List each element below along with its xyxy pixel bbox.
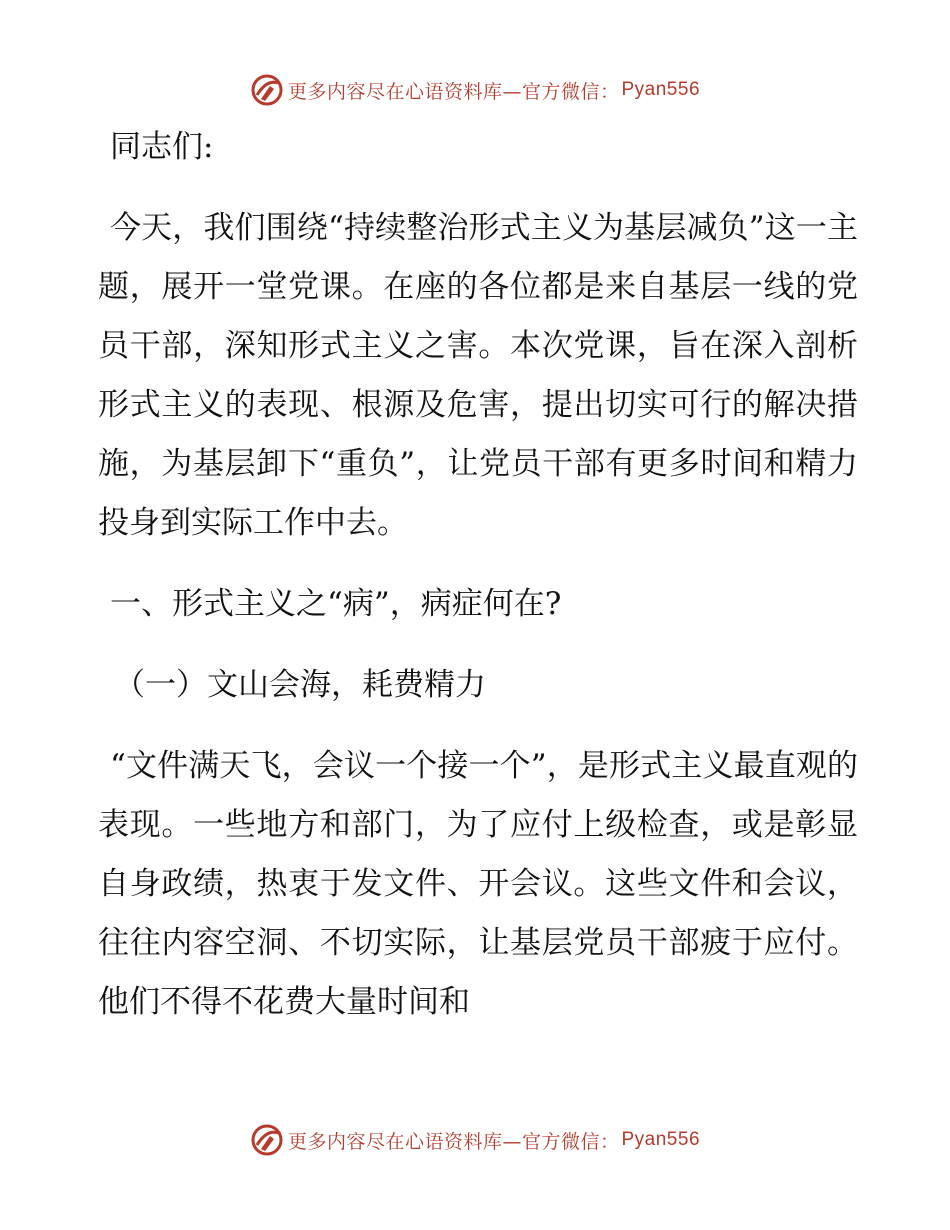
section-heading: 一、形式主义之“病”，病症何在? xyxy=(110,586,562,622)
salutation: 同志们: xyxy=(110,129,214,165)
watermark-text: 更多内容尽在心语资料库—官方微信： xyxy=(287,1130,620,1153)
intro-paragraph: 今天，我们围绕“持续整治形式主义为基层减负”这一主题，展开一堂党课。在座的各位都是来自基层一线的党员干部，深知形式主义之害。本次党课，旨在深入剖析形式主义的表现、根源及危害，提出切实可行的解决措施，为基层卸下“重负”，让党员干部有更多时间和精力投身到实际工作中去。 xyxy=(98,210,858,541)
document-body xyxy=(98,118,858,1032)
subsection-heading: （一）文山会海，耗费精力 xyxy=(114,667,486,703)
watermark-handle: Pyan556 xyxy=(621,79,701,100)
watermark-banner-top xyxy=(0,70,950,110)
logo-icon xyxy=(250,73,284,107)
logo-icon xyxy=(250,1123,284,1157)
watermark-banner-bottom xyxy=(0,1120,950,1160)
watermark-text: 更多内容尽在心语资料库—官方微信： xyxy=(287,80,620,103)
subsection-paragraph: “文件满天飞，会议一个接一个”，是形式主义最直观的表现。一些地方和部门，为了应付上级检查，或是彰显自身政绩，热衷于发文件、开会议。这些文件和会议，往往内容空洞、不切实际，让基层党员干部疲于应付。他们不得不花费大量时间和 xyxy=(98,748,858,1020)
watermark-handle: Pyan556 xyxy=(621,1129,701,1150)
